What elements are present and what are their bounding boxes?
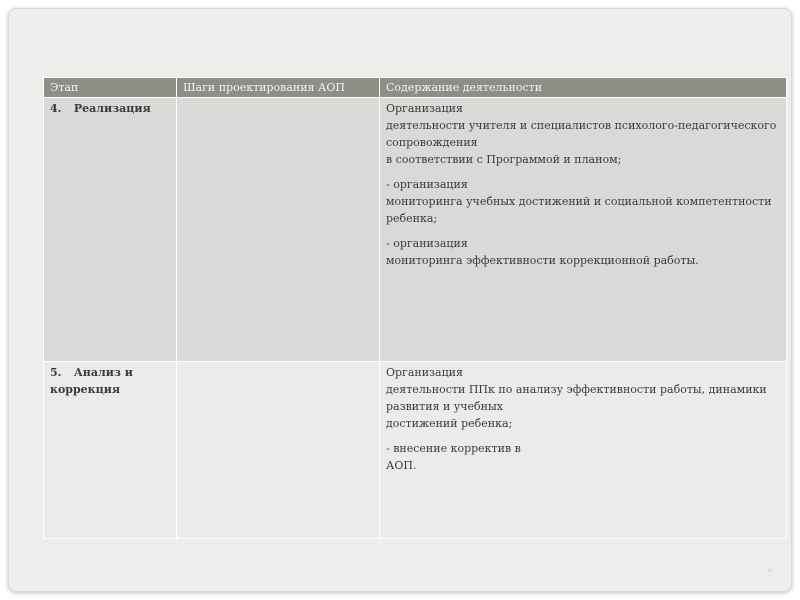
- content-line: мониторинга эффективности коррекционной работы.: [386, 254, 699, 267]
- content-line: достижений ребенка;: [386, 417, 513, 430]
- content-line: - внесение корректив в: [386, 442, 521, 455]
- content-paragraph: [386, 364, 780, 432]
- content-line: Организация: [386, 366, 463, 379]
- header-stage: Этап: [44, 78, 177, 98]
- content-paragraph: [386, 440, 780, 474]
- content-line: мониторинга учебных достижений и социальной компетентности ребенка;: [386, 195, 772, 225]
- header-steps: Шаги проектирования АОП: [177, 78, 380, 98]
- content-cell: [380, 98, 787, 362]
- content-paragraph: [386, 100, 780, 168]
- steps-cell: [177, 98, 380, 362]
- stage-cell: [44, 98, 177, 362]
- content-line: - организация: [386, 237, 468, 250]
- content-line: - организация: [386, 178, 468, 191]
- slide-corner-icon: ◦: [767, 566, 773, 577]
- stage-cell: [44, 362, 177, 539]
- stage-name: Анализ и коррекция: [50, 366, 133, 396]
- stages-table: [43, 77, 787, 539]
- stage-number: 4.: [50, 102, 62, 115]
- table-header-row: [44, 78, 787, 98]
- stage-name: Реализация: [73, 102, 151, 115]
- steps-cell: [177, 362, 380, 539]
- table-row-analysis: [44, 362, 787, 539]
- content-line: деятельности учителя и специалистов психолого-педагогического сопровождения: [386, 119, 777, 149]
- content-line: Организация: [386, 102, 463, 115]
- content-line: в соответствии с Программой и планом;: [386, 153, 622, 166]
- header-content: Содержание деятельности: [380, 78, 787, 98]
- content-paragraph: [386, 235, 780, 269]
- stage-number: 5.: [50, 366, 62, 379]
- content-cell: [380, 362, 787, 539]
- content-line: АОП.: [386, 459, 417, 472]
- content-paragraph: [386, 176, 780, 227]
- slide-frame: [8, 8, 792, 592]
- table-row-implementation: [44, 98, 787, 362]
- content-line: деятельности ППк по анализу эффективности работы, динамики развития и учебных: [386, 383, 767, 413]
